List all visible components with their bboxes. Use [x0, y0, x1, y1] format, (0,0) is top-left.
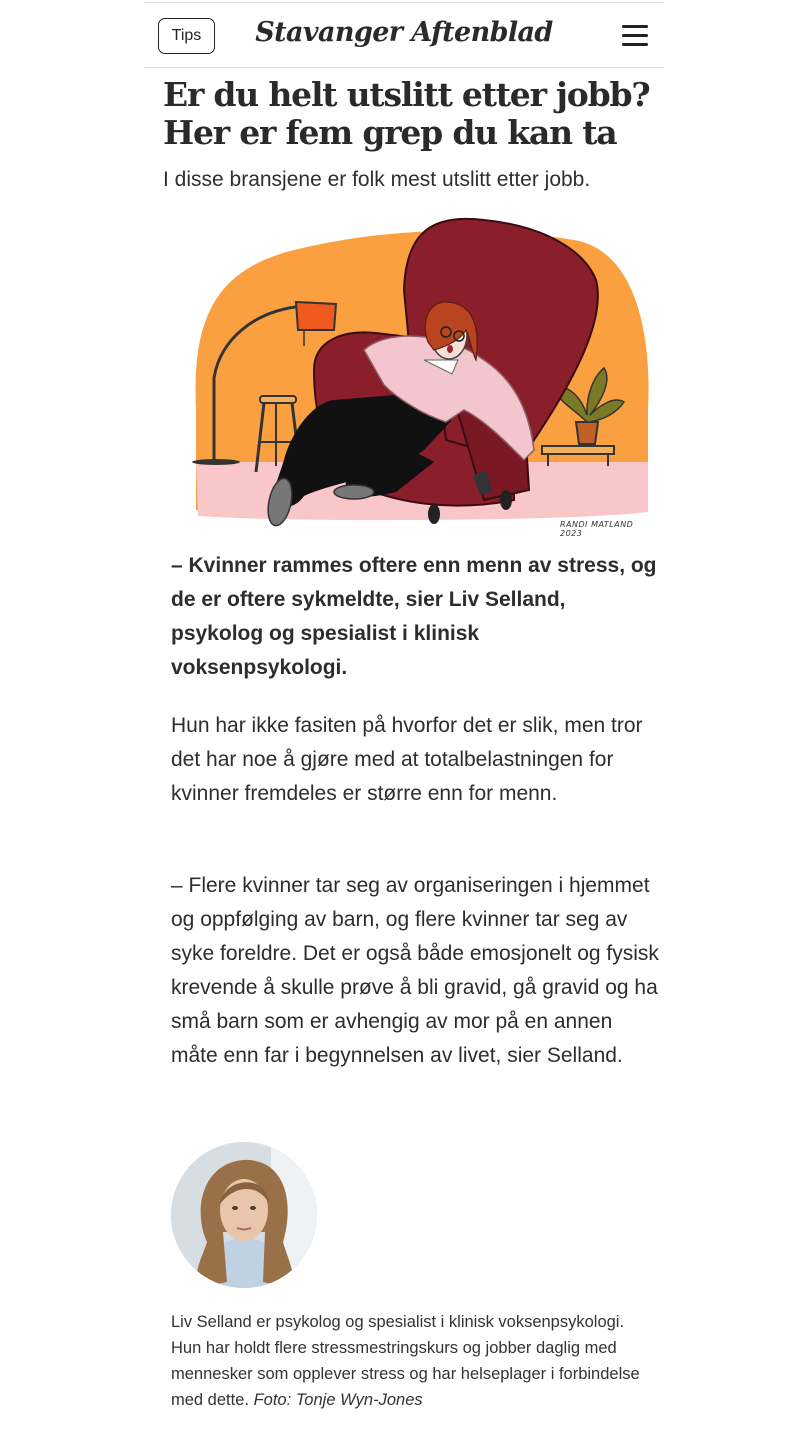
article-headline: Er du helt utslitt etter jobb? Her er fem grep du kan ta	[163, 75, 650, 152]
article-illustration	[184, 210, 654, 540]
site-logo[interactable]: Stavanger Aftenblad	[255, 17, 553, 48]
photo-caption	[171, 1309, 646, 1413]
photo-credit: Foto: Tonje Wyn-Jones	[253, 1391, 423, 1409]
illustration-signature: RANDI MATLAND 2023	[560, 520, 634, 538]
body-paragraph: Hun har ikke fasiten på hvorfor det er slik, men tror det har noe å gjøre med at totalbelastningen for kvinner fremdeles er større enn for menn.	[171, 714, 643, 805]
tips-button[interactable]: Tips	[158, 18, 215, 54]
body-paragraph: – Flere kvinner tar seg av organiseringen i hjemmet og oppfølging av barn, og flere kvinner tar seg av syke foreldre. Det er også både emosjonelt og fysisk krevende å skulle prøve å bli gravid, gå gravid og ha små barn som er avhengig av mor på en annen måte enn far i begynnelsen av livet, sier Selland.	[171, 874, 659, 1067]
article-subtitle: I disse bransjene er folk mest utslitt etter jobb.	[163, 168, 591, 191]
portrait-photo[interactable]	[171, 1142, 317, 1288]
site-header	[144, 2, 664, 68]
scroll-fade	[144, 1412, 664, 1440]
hamburger-menu-icon[interactable]	[622, 25, 648, 47]
caption-text: Liv Selland er psykolog og spesialist i klinisk voksenpsykologi. Hun har holdt flere stressmestringskurs og jobber daglig med mennesker som opplever stress og har helseplager i forbindelse med dette.	[171, 1313, 640, 1409]
article-page	[144, 0, 664, 1440]
lead-paragraph: – Kvinner rammes oftere enn menn av stress, og de er oftere sykmeldte, sier Liv Selland, psykolog og spesialist i klinisk voksenpsykologi.	[171, 554, 657, 679]
